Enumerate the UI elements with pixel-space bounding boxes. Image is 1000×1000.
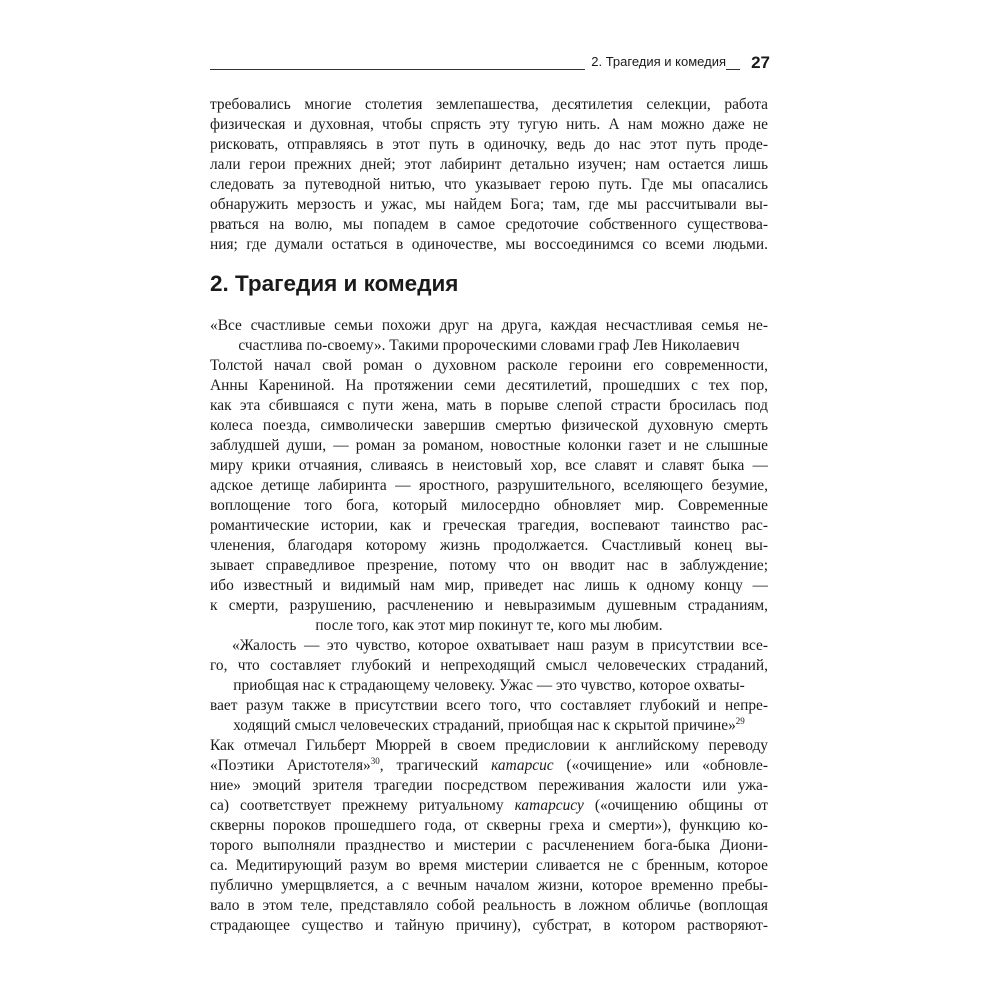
- text-line: заблудшей души, — роман за романом, новостные колонки газет и не слышные: [210, 437, 768, 454]
- term-italic: катарсису: [514, 797, 584, 814]
- text-line: Толстой начал свой роман о духовном расколе героини его современности,: [210, 357, 768, 374]
- text-line: са. Медитирующий разум во время мистерии сливается не с бренным, которое: [210, 857, 768, 874]
- text-line: ибо известный и видимый нам мир, приведет нас лишь к одному концу —: [210, 577, 768, 594]
- text-line: миру крики отчаяния, сливаясь в неистовый хор, все славят и славят быка —: [210, 457, 768, 474]
- paragraph-pity-terror: [210, 636, 768, 936]
- text-line: го, что составляет глубокий и непреходящий смысл человеческих страданий,: [210, 657, 768, 674]
- term-italic: катарсис: [491, 757, 554, 774]
- text-line: ния; где думали остаться в одиночестве, мы воссоединимся со всеми людьми.: [210, 236, 768, 253]
- text-line: романтические истории, как и греческая трагедия, воспевают таинство рас-: [210, 517, 768, 534]
- section-body: [210, 316, 768, 936]
- text-line: рваться на волю, мы попадем в самое средоточие собственного существова-: [210, 216, 768, 233]
- text-line: рисковать, отправляясь в этот путь в одиночку, ведь до нас этот путь проде-: [210, 136, 768, 153]
- quote-end-text: ходящий смысл человеческих страданий, приобщая нас к скрытой причине»: [233, 717, 736, 734]
- text-line: вает разум также в присутствии всего того, что составляет глубокий и непре-: [210, 697, 768, 714]
- text-line: «Жалость — это чувство, которое охватывает наш разум в присутствии все-: [232, 637, 768, 654]
- page-number: 27: [751, 53, 770, 72]
- text-line: [210, 756, 768, 776]
- text-line: адское детище лабиринта — яростного, разрушительного, вселяющего безумие,: [210, 477, 768, 494]
- text-fragment: , трагический: [379, 757, 492, 774]
- text-line: следовать за путеводной нитью, что указывает герою путь. Где мы опасались: [210, 176, 768, 193]
- paragraph-continuation: [210, 95, 768, 255]
- running-head: [210, 52, 770, 74]
- text-line: членения, благодаря которому жизнь продолжается. Счастливый конец вы-: [210, 537, 768, 554]
- text-line: как эта сбившаяся с пути жена, мать в порыве слепой страсти бросилась под: [210, 397, 768, 414]
- text-line: к смерти, разрушению, расчленению и невыразимым душевным страданиям,: [210, 597, 768, 614]
- text-line: торого выполняли празднество и мистерии с расчленением бога-быка Диони-: [210, 837, 768, 854]
- footnote-ref[interactable]: 30: [370, 756, 380, 766]
- text-line: счастлива по-своему». Такими пророческими словами граф Лев Николаевич: [238, 337, 740, 354]
- text-fragment: са) соответствует прежнему ритуальному: [210, 797, 515, 814]
- footnote-ref[interactable]: 29: [735, 716, 745, 726]
- text-line: лали герои прежних дней; этот лабиринт детально изучен; нам остается лишь: [210, 156, 768, 173]
- text-line: публично умерщвляется, а с вечным началом жизни, которое временно пребы-: [210, 877, 768, 894]
- text-line: Анны Карениной. На протяжении семи десятилетий, прошедших с тех пор,: [210, 377, 768, 394]
- text-line: Как отмечал Гильберт Мюррей в своем предисловии к английскому переводу: [210, 737, 768, 754]
- text-line: «Все счастливые семьи похожи друг на друга, каждая несчастливая семья не-: [210, 317, 768, 334]
- text-line: страдающее существо и тайную причину), субстрат, в котором растворяют-: [210, 917, 768, 934]
- text-line: зывает справедливое презрение, потому что он вводит нас в заблуждение;: [210, 557, 768, 574]
- text-line: после того, как этот мир покинут те, кого мы любим.: [315, 617, 663, 634]
- text-fragment: («очищение» или «обновле-: [553, 757, 768, 774]
- text-line: ние» эмоций зрителя трагедии посредством переживания жалости или ужа-: [210, 777, 768, 794]
- text-line: требовались многие столетия землепашества, десятилетия селекции, работа: [210, 96, 768, 113]
- text-line: обнаружить мерзость и ужас, мы найдем Бога; там, где мы рассчитывали вы-: [210, 196, 768, 213]
- running-title: 2. Трагедия и комедия: [585, 54, 726, 70]
- text-line: [210, 716, 768, 736]
- text-line: [210, 796, 768, 816]
- section-heading: 2. Трагедия и комедия: [210, 271, 459, 296]
- text-line: физическая и духовная, чтобы спрясть эту тугую нить. А нам можно даже не: [210, 116, 768, 133]
- book-title: «Поэтики Аристотеля»: [210, 757, 371, 774]
- text-line: вало в этом теле, представляло собой реальность в ложном обличье (воплощая: [210, 897, 768, 914]
- text-line: колеса поезда, символически завершив смертью физической духовную смерть: [210, 417, 768, 434]
- paragraph-tolstoy: [210, 316, 768, 636]
- text-line: воплощение того бога, который милосердно обновляет мир. Современные: [210, 497, 768, 514]
- text-line: приобщая нас к страдающему человеку. Ужас — это чувство, которое охваты-: [233, 677, 745, 694]
- text-fragment: («очищению общины от: [583, 797, 768, 814]
- text-line: скверны пороков прошедшего года, от скверны греха и смерти»), функцию ко-: [210, 817, 768, 834]
